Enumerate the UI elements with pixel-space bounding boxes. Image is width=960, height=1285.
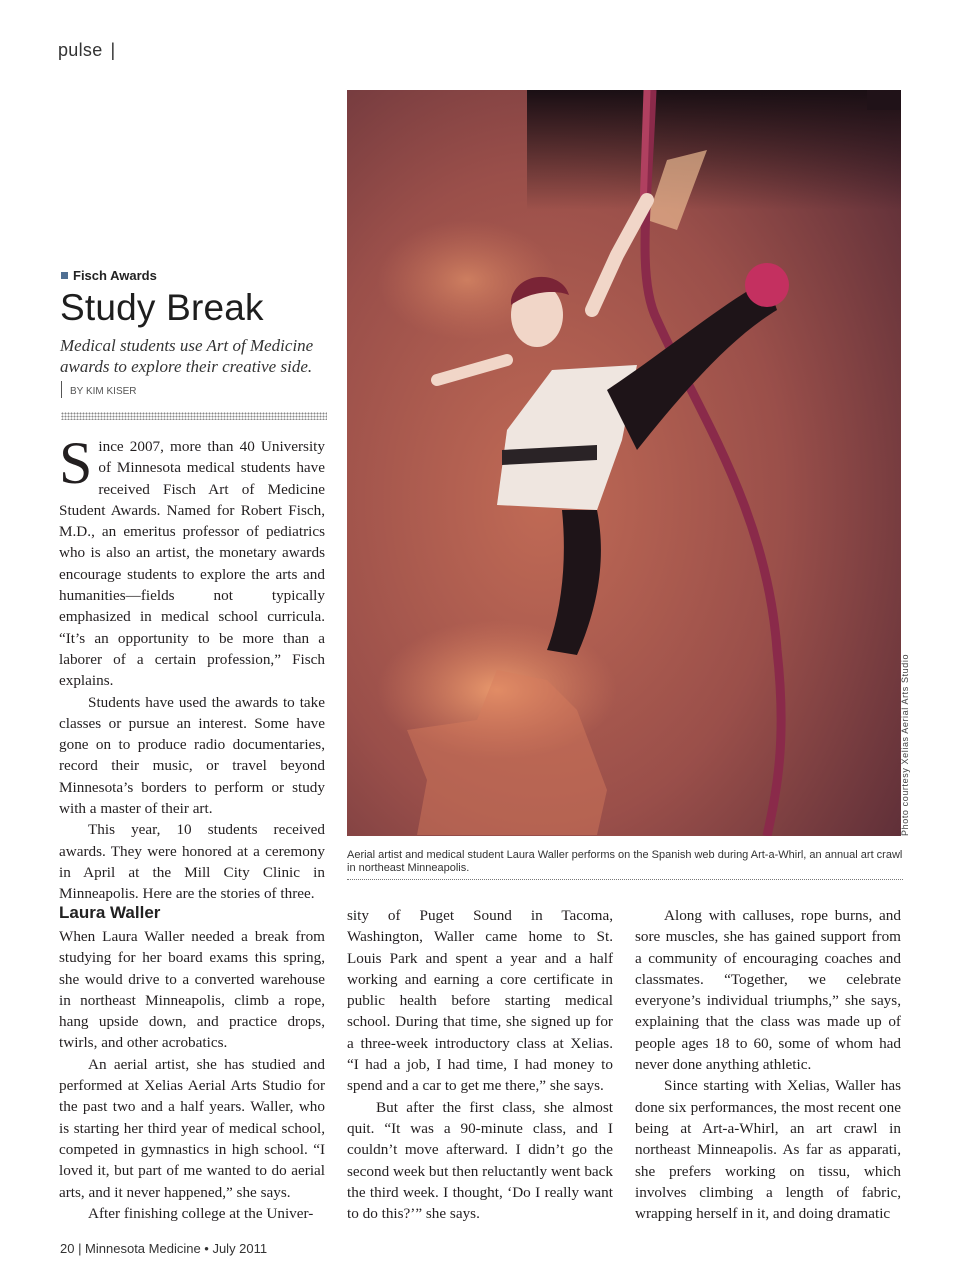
story-col1-paragraph-2: An aerial artist, she has studied and performed at Xelias Aerial Arts Studio for the past two and a half years. Waller, who is starting her third year of medical school, competed in gymnastics in high school. “I loved it, but part of me wanted to do aerial arts, and it never happened,” she says. [59,1055,325,1201]
dotted-divider [61,412,327,420]
byline-text: BY KIM KISER [70,386,137,397]
story-col1-paragraph-1: When Laura Waller needed a break from studying for her board exams this spring, she would drive to a converted warehouse in northeast Minneapolis, climb a rope, hang upside down, and practice drops, twirls, and other acrobatics. [59,928,325,1052]
story-subhead: Laura Waller [59,903,161,922]
kicker-square-icon [61,272,68,279]
article-deck: Medical students use Art of Medicine awards to explore their creative side. [60,336,314,376]
story-col3-paragraph-2: Since starting with Xelias, Waller has done six performances, the most recent one being at Art-a-Whirl, an art crawl in northeast Minneapolis. As far as apparati, she prefers working on tissu, which involves climbing a length of fabric, wrapping herself in it, and doing dramatic [635,1077,901,1223]
headline: Study Break [60,287,264,328]
photo-credit: Photo courtesy Xelias Aerial Arts Studio [900,653,910,836]
section-name: pulse [58,40,103,60]
section-separator: | [110,40,116,60]
story-column-3 [635,905,901,1224]
article-kicker [61,268,157,283]
drop-cap: S [59,430,93,496]
story-column-1 [59,926,325,1224]
section-label [58,40,116,61]
photo-caption: Aerial artist and medical student Laura Waller performs on the Spanish web during Art-a-Whirl, an annual art crawl in northeast Minneapolis. [347,849,903,874]
caption-divider [347,879,903,880]
byline-bar [61,381,62,398]
byline [61,381,137,398]
article-photo [347,90,901,836]
intro-column [59,430,325,905]
story-col2-paragraph-1: sity of Puget Sound in Tacoma, Washington, Waller came home to St. Louis Park and spent a year and a half working and earning a core certificate in public health before starting medical school. During that time, she signed up for a three-week introductory class at Xelias. “I had a job, I had time, I had money to spend and a car to get me there,” she says. [347,907,613,1095]
story-col2-paragraph-2: But after the first class, she almost quit. “It was a 90-minute class, and I couldn’t move afterward. I didn’t go the second week but then reluctantly went back the third week. I thought, ‘Do I really want to do this?’” she says. [347,1098,613,1223]
intro-paragraph-3: This year, 10 students received awards. They were honored at a ceremony in April at the Mill City Clinic in Minneapolis. Here are the stories of three. [59,821,325,903]
kicker-text: Fisch Awards [73,268,157,283]
page-footer: 20 | Minnesota Medicine • July 2011 [60,1241,268,1256]
intro-paragraph-1 [59,430,325,692]
story-col3-paragraph-1: Along with calluses, rope burns, and sore muscles, she has gained support from a community of encouraging coaches and classmates. “Together, we celebrate everyone’s individual triumphs,” she says, explaining that the class was made up of people ages 18 to 60, some of whom had never done anything athletic. [635,907,901,1074]
intro-p1-text: ince 2007, more than 40 University of Minnesota medical students have received Fisch Art of Medicine Student Awards. Named for Robert Fisch, M.D., an emeritus professor of pediatrics who is also an artist, the monetary awards encourage students to explore the arts and humanities—fields not typically emphasized in medical school curricula. “It’s an opportunity to be more than a laborer of a certain profession,” Fisch explains. [59,438,325,690]
story-col1-paragraph-3: After finishing college at the Univer- [88,1204,314,1222]
aerial-performer-illustration [347,90,901,836]
intro-paragraph-2: Students have used the awards to take classes or pursue an interest. Some have gone on to produce radio documentaries, record their music, or travel beyond Minnesota’s borders to perform or study with a master of their art. [59,693,325,818]
story-column-2 [347,905,613,1224]
